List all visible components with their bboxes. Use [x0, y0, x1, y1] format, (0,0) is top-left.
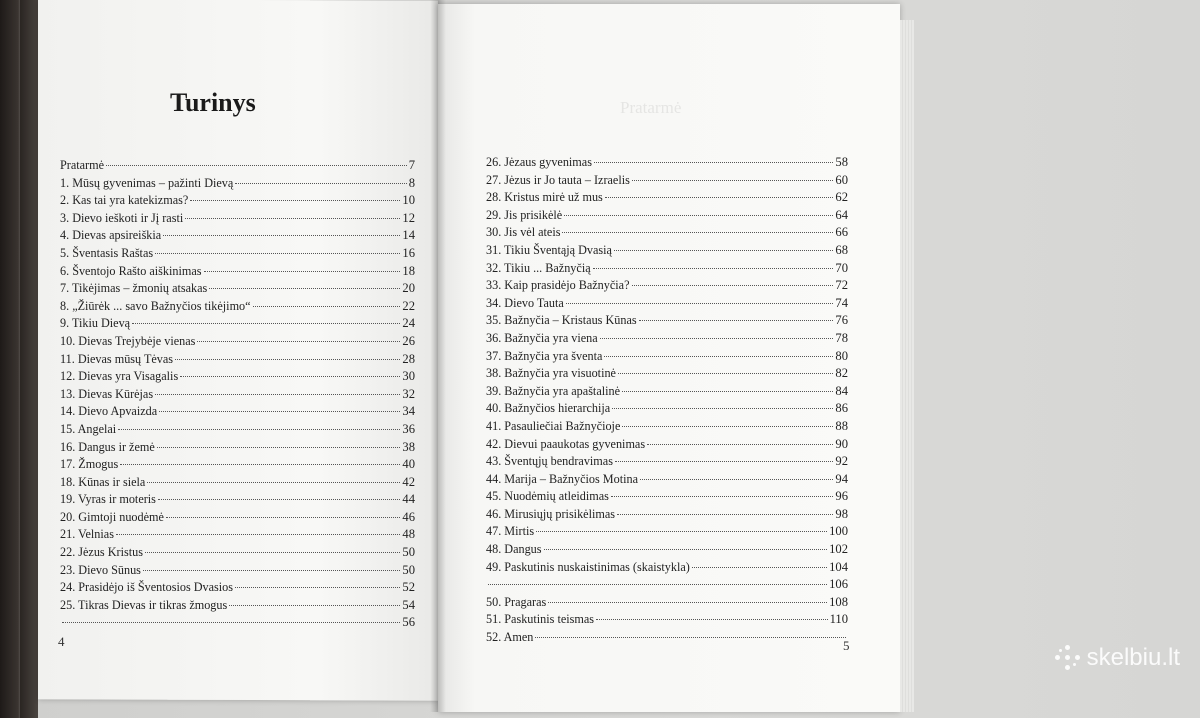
toc-leader-dots	[116, 534, 400, 535]
toc-entry-label: 41. Pasauliečiai Bažnyčioje	[486, 418, 621, 433]
toc-entry-page: 8	[408, 175, 415, 190]
toc-entry	[60, 492, 415, 510]
toc-leader-dots	[235, 183, 406, 184]
toc-leader-dots	[145, 552, 400, 553]
toc-entry	[60, 598, 415, 616]
toc-entry	[486, 349, 848, 367]
toc-leader-dots	[617, 514, 833, 515]
toc-leader-dots	[593, 268, 834, 269]
toc-entry-label: 6. Šventojo Rašto aiškinimas	[60, 263, 202, 278]
toc-entry-label: 26. Jėzaus gyvenimas	[486, 155, 592, 169]
toc-leader-dots	[604, 356, 833, 357]
toc-entry-page: 98	[835, 506, 848, 521]
toc-entry-label: 29. Jis prisikėlė	[486, 207, 563, 222]
toc-leader-dots	[622, 391, 833, 392]
toc-entry	[486, 542, 848, 560]
toc-entry	[486, 313, 848, 331]
toc-entry	[60, 387, 415, 405]
toc-entry-label: 47. Mirtis	[486, 524, 535, 539]
toc-entry-label: 35. Bažnyčia – Kristaus Kūnas	[486, 313, 637, 328]
page-number-left: 4	[58, 634, 65, 649]
toc-entry	[60, 369, 415, 387]
toc-leader-dots	[175, 359, 400, 360]
toc-entry	[60, 158, 415, 176]
toc-entry	[60, 404, 415, 422]
toc-entry-label: 3. Dievo ieškoti ir Jį rasti	[60, 210, 184, 225]
toc-leader-dots	[185, 218, 400, 219]
toc-entry-page: 76	[835, 313, 848, 328]
toc-entry-page: 90	[835, 436, 848, 451]
toc-entry-page: 94	[835, 471, 848, 486]
toc-entry	[486, 366, 848, 384]
toc-entry-label: 34. Dievo Tauta	[486, 295, 564, 310]
toc-entry-page: 54	[402, 597, 415, 612]
toc-entry	[486, 595, 848, 613]
toc-entry-page: 64	[835, 207, 848, 222]
toc-entry-page: 50	[402, 545, 415, 560]
toc-entry-page: 36	[402, 421, 415, 436]
toc-entry	[486, 507, 848, 525]
toc-entry-page: 80	[835, 348, 848, 363]
toc-entry-label: 14. Dievo Apvaizda	[60, 404, 158, 419]
toc-entry-label: 38. Bažnyčia yra visuotinė	[486, 366, 616, 381]
toc-leader-dots	[615, 461, 833, 462]
toc-entry	[486, 630, 848, 648]
toc-leader-dots	[535, 637, 846, 638]
toc-entry-page: 72	[835, 278, 848, 293]
toc-entry-page: 88	[835, 418, 848, 433]
toc-entry-label: 44. Marija – Bažnyčios Motina	[486, 471, 638, 486]
toc-leader-dots	[157, 447, 401, 448]
toc-entry-label: 50. Pragaras	[486, 594, 547, 609]
toc-entry-label: 45. Nuodėmių atleidimas	[486, 489, 609, 504]
toc-leader-dots	[253, 306, 401, 307]
toc-entry-page: 44	[402, 492, 415, 507]
toc-entry-label: 52. Amen	[486, 630, 534, 645]
toc-left-list	[60, 158, 415, 633]
toc-leader-dots	[62, 622, 400, 623]
toc-entry-label: 48. Dangus	[486, 542, 542, 557]
toc-entry-page: 48	[402, 527, 415, 542]
toc-entry	[486, 331, 848, 349]
toc-entry-page: 16	[402, 245, 415, 260]
toc-entry	[486, 437, 848, 455]
toc-entry-page: 78	[835, 330, 848, 345]
book-cover-edge	[20, 0, 38, 718]
toc-leader-dots	[204, 271, 401, 272]
toc-leader-dots	[564, 215, 833, 216]
toc-leader-dots	[209, 288, 400, 289]
toc-entry	[60, 475, 415, 493]
toc-entry	[486, 208, 848, 226]
toc-leader-dots	[536, 531, 827, 532]
toc-entry-page: 84	[835, 383, 848, 398]
toc-entry-page: 46	[402, 509, 415, 524]
toc-entry-page: 12	[402, 210, 415, 225]
toc-entry-page: 42	[402, 474, 415, 489]
toc-entry	[60, 440, 415, 458]
toc-entry-label: 40. Bažnyčios hierarchija	[486, 401, 611, 416]
toc-entry-label: 46. Mirusiųjų prisikėlimas	[486, 506, 615, 521]
toc-entry	[60, 545, 415, 563]
toc-leader-dots	[544, 549, 828, 550]
toc-entry-label: 21. Velnias	[60, 527, 114, 542]
toc-entry-label: 18. Kūnas ir siela	[60, 474, 146, 489]
toc-entry	[486, 155, 848, 173]
toc-entry	[486, 384, 848, 402]
toc-leader-dots	[155, 394, 400, 395]
toc-entry-page: 22	[402, 298, 415, 313]
toc-leader-dots	[120, 464, 400, 465]
toc-entry	[486, 577, 848, 595]
toc-entry-label: 20. Gimtoji nuodėmė	[60, 509, 164, 524]
toc-leader-dots	[600, 338, 834, 339]
toc-entry-page: 24	[402, 316, 415, 331]
toc-entry-page: 82	[835, 366, 848, 381]
toc-entry	[486, 296, 848, 314]
toc-entry	[486, 261, 848, 279]
toc-entry-page: 52	[402, 580, 415, 595]
toc-leader-dots	[132, 323, 400, 324]
toc-entry-label: 24. Prasidėjo iš Šventosios Dvasios	[60, 580, 233, 595]
toc-entry-page: 20	[402, 281, 415, 296]
toc-entry-label: 43. Šventųjų bendravimas	[486, 454, 613, 469]
toc-entry	[486, 454, 848, 472]
toc-entry-page: 102	[829, 542, 848, 557]
toc-leader-dots	[229, 605, 400, 606]
toc-leader-dots	[155, 253, 400, 254]
toc-entry-label: 51. Paskutinis teismas	[486, 612, 594, 627]
toc-entry	[60, 510, 415, 528]
toc-entry-label: 27. Jėzus ir Jo tauta – Izraelis	[486, 172, 630, 187]
toc-entry-page: 30	[402, 369, 415, 384]
page-stack-edge	[900, 20, 914, 712]
toc-leader-dots	[632, 285, 834, 286]
toc-entry	[486, 560, 848, 578]
page-title: Turinys	[170, 88, 256, 117]
toc-entry-page: 56	[402, 615, 415, 630]
dots-logo-icon	[1055, 645, 1081, 671]
toc-entry-label: 8. „Žiūrėk ... savo Bažnyčios tikėjimo“	[60, 298, 251, 313]
toc-leader-dots	[118, 429, 400, 430]
toc-entry-label: 19. Vyras ir moteris	[60, 492, 156, 507]
toc-entry-page: 10	[402, 193, 415, 208]
toc-entry	[60, 422, 415, 440]
toc-entry-label: 25. Tikras Dievas ir tikras žmogus	[60, 597, 228, 612]
toc-entry-page: 28	[402, 351, 415, 366]
toc-entry-label: 12. Dievas yra Visagalis	[60, 369, 179, 384]
toc-entry-page: 70	[835, 260, 848, 275]
toc-entry-label: 23. Dievo Sūnus	[60, 562, 141, 577]
toc-entry-page: 50	[402, 562, 415, 577]
toc-leader-dots	[180, 376, 400, 377]
toc-entry-page: 60	[835, 172, 848, 187]
toc-entry	[60, 527, 415, 545]
toc-entry	[60, 580, 415, 598]
toc-entry	[60, 281, 415, 299]
toc-entry-page: 110	[829, 612, 848, 627]
toc-leader-dots	[611, 496, 834, 497]
toc-entry	[60, 193, 415, 211]
toc-entry-page: 92	[835, 454, 848, 469]
toc-entry-page: 7	[408, 158, 415, 172]
toc-entry-page: 18	[402, 263, 415, 278]
toc-entry	[60, 334, 415, 352]
toc-entry-label: 49. Paskutinis nuskaistinimas (skaistykla)	[486, 559, 690, 574]
toc-entry-page: 100	[829, 524, 848, 539]
page-number-right: 5	[843, 638, 850, 653]
toc-entry	[486, 173, 848, 191]
toc-entry	[486, 243, 848, 261]
toc-entry	[60, 246, 415, 264]
toc-leader-dots	[197, 341, 400, 342]
toc-leader-dots	[639, 320, 834, 321]
toc-leader-dots	[632, 180, 834, 181]
toc-leader-dots	[612, 408, 833, 409]
toc-leader-dots	[596, 619, 828, 620]
toc-entry-label: 31. Tikiu Šventąją Dvasią	[486, 242, 612, 257]
toc-entry-page: 40	[402, 457, 415, 472]
toc-entry-page: 32	[402, 386, 415, 401]
toc-entry-page: 108	[829, 594, 848, 609]
toc-entry-label: 33. Kaip prasidėjo Bažnyčia?	[486, 278, 630, 293]
toc-leader-dots	[640, 479, 833, 480]
toc-leader-dots	[548, 602, 827, 603]
toc-entry	[60, 563, 415, 581]
toc-entry-label: 5. Šventasis Raštas	[60, 245, 154, 260]
toc-entry	[60, 176, 415, 194]
book-gutter	[430, 0, 446, 712]
toc-entry-label: 36. Bažnyčia yra viena	[486, 330, 598, 345]
toc-leader-dots	[618, 373, 833, 374]
toc-entry	[60, 352, 415, 370]
toc-leader-dots	[562, 232, 833, 233]
toc-leader-dots	[614, 250, 833, 251]
toc-entry-label: Pratarmė	[60, 158, 104, 172]
toc-entry-page: 104	[829, 559, 848, 574]
toc-entry-label: 32. Tikiu ... Bažnyčią	[486, 260, 591, 275]
toc-entry	[486, 489, 848, 507]
toc-entry-label: 17. Žmogus	[60, 457, 119, 472]
toc-entry	[486, 401, 848, 419]
toc-entry-page: 74	[835, 295, 848, 310]
toc-leader-dots	[158, 499, 400, 500]
toc-entry	[486, 190, 848, 208]
toc-leader-dots	[647, 444, 833, 445]
toc-entry-label: 7. Tikėjimas – žmonių atsakas	[60, 281, 208, 296]
toc-entry-label: 9. Tikiu Dievą	[60, 316, 131, 331]
toc-leader-dots	[692, 567, 827, 568]
toc-leader-dots	[106, 165, 407, 166]
toc-entry	[60, 211, 415, 229]
toc-entry-page: 26	[402, 333, 415, 348]
toc-entry-label: 11. Dievas mūsų Tėvas	[60, 351, 174, 366]
toc-leader-dots	[147, 482, 400, 483]
toc-entry	[60, 264, 415, 282]
toc-entry	[486, 419, 848, 437]
toc-leader-dots	[622, 426, 833, 427]
toc-right-list	[486, 155, 848, 648]
toc-entry-page: 68	[835, 242, 848, 257]
toc-entry-label: 30. Jis vėl ateis	[486, 225, 561, 240]
toc-entry-label: 39. Bažnyčia yra apaštalinė	[486, 383, 621, 398]
toc-leader-dots	[143, 570, 400, 571]
toc-entry-label: 4. Dievas apsireiškia	[60, 228, 162, 243]
toc-entry	[486, 612, 848, 630]
toc-entry-label: 42. Dievui paaukotas gyvenimas	[486, 436, 646, 451]
toc-entry-page: 106	[829, 577, 848, 592]
toc-leader-dots	[190, 200, 400, 201]
toc-entry-label: 28. Kristus mirė už mus	[486, 190, 603, 205]
toc-leader-dots	[594, 162, 833, 163]
toc-entry-page: 66	[835, 225, 848, 240]
toc-entry	[60, 299, 415, 317]
toc-entry	[60, 316, 415, 334]
toc-entry-page: 14	[402, 228, 415, 243]
toc-entry	[486, 225, 848, 243]
toc-entry-page: 62	[835, 190, 848, 205]
ghost-heading: Pratarmė	[620, 98, 682, 117]
toc-leader-dots	[159, 411, 400, 412]
toc-entry-label: 13. Dievas Kūrėjas	[60, 386, 154, 401]
toc-entry-label: 1. Mūsų gyvenimas – pažinti Dievą	[60, 175, 234, 190]
toc-entry-page: 96	[835, 489, 848, 504]
toc-entry-page: 86	[835, 401, 848, 416]
toc-leader-dots	[166, 517, 400, 518]
watermark-text: skelbiu.lt	[1086, 644, 1180, 671]
toc-leader-dots	[566, 303, 834, 304]
toc-entry	[60, 457, 415, 475]
toc-entry	[486, 472, 848, 490]
toc-entry	[60, 228, 415, 246]
toc-leader-dots	[605, 197, 834, 198]
watermark	[1055, 644, 1180, 672]
toc-entry-label: 15. Angelai	[60, 421, 117, 436]
toc-leader-dots	[163, 235, 400, 236]
toc-entry-page: 58	[835, 155, 848, 169]
toc-entry-label: 2. Kas tai yra katekizmas?	[60, 193, 189, 208]
toc-entry-label: 16. Dangus ir žemė	[60, 439, 155, 454]
toc-entry	[60, 615, 415, 633]
toc-entry-page: 38	[402, 439, 415, 454]
toc-entry-label: 10. Dievas Trejybėje vienas	[60, 333, 196, 348]
toc-entry-label: 22. Jėzus Kristus	[60, 545, 143, 560]
toc-entry	[486, 278, 848, 296]
toc-leader-dots	[488, 584, 827, 585]
toc-entry-label: 37. Bažnyčia yra šventa	[486, 348, 603, 363]
toc-entry	[486, 524, 848, 542]
toc-leader-dots	[235, 587, 400, 588]
toc-entry-page: 34	[402, 404, 415, 419]
